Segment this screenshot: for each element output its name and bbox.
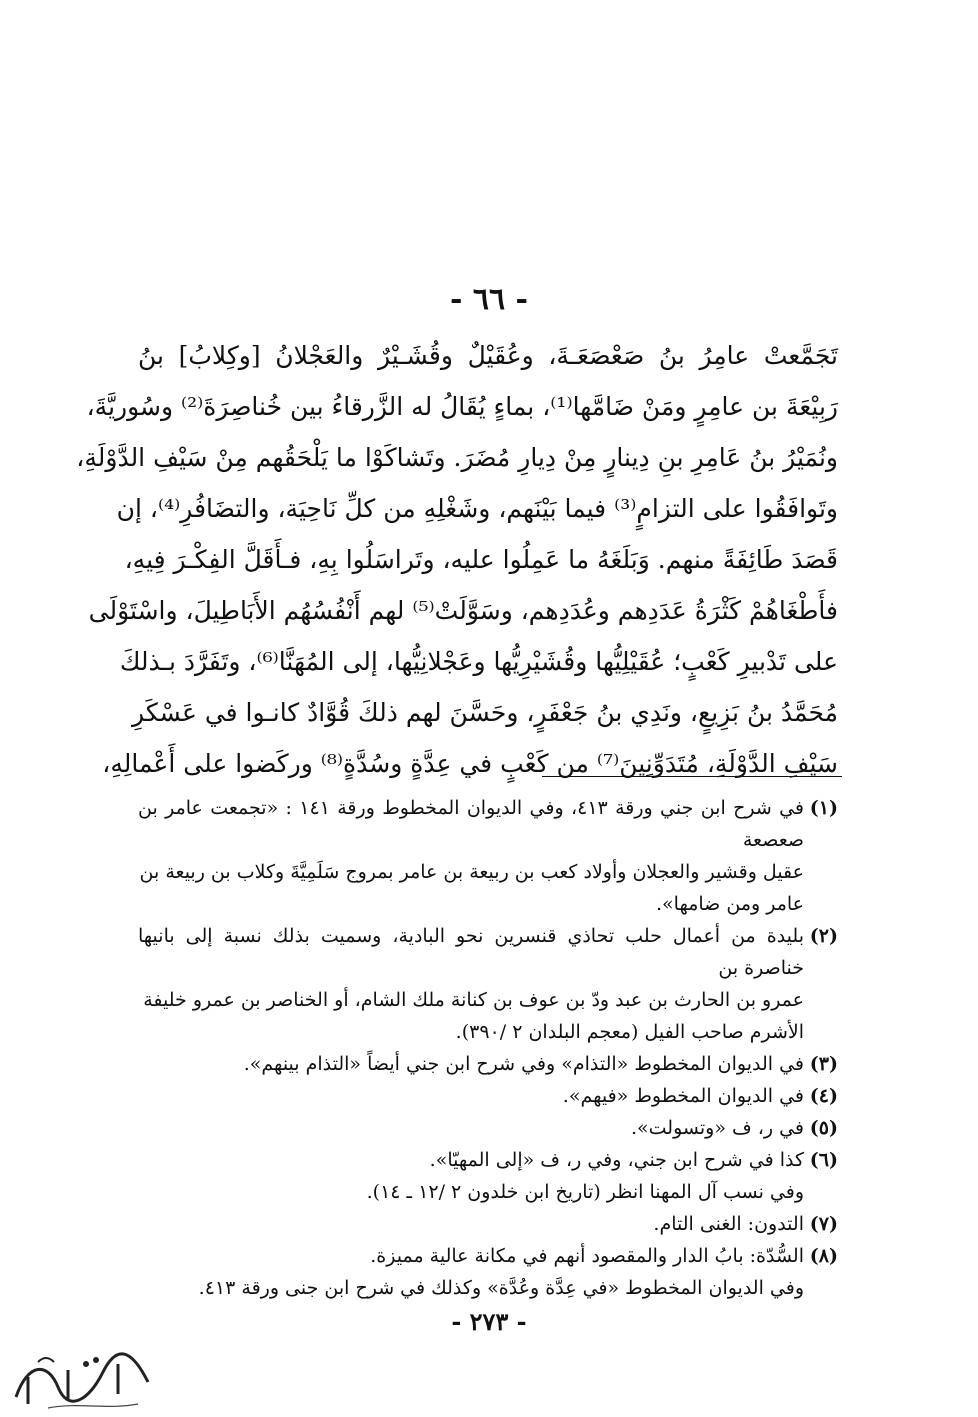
text-underline: [542, 776, 842, 777]
footnote-number: (٨): [809, 1245, 838, 1267]
footnotes: [138, 792, 838, 1304]
footnote-body: وفي نسب آل المهنا انظر (تاريخ ابن خلدون ٢ /١٢ ـ ١٤).: [366, 1181, 804, 1203]
footnote: [138, 1048, 838, 1080]
footnote-body: [138, 920, 804, 1048]
footnote-number: (٧): [809, 1213, 838, 1235]
footnote-body: في الديوان المخطوط «التذام» وفي شرح ابن جني أيضاً «التذام بينهم».: [243, 1053, 804, 1075]
footnote-number: (٣): [809, 1053, 838, 1075]
main-text-line: تَجَمَّعتْ عامِرُ بنُ صَعْصَعَـةَ، وعُقَيْلٌ وقُشَـيْرٌ والعَجْلانُ [وكِلابُ] بنُ: [138, 341, 838, 370]
main-text-line: مُحَمَّدُ بنُ بَزِيعٍ، ونَدِي بنُ جَعْفَرٍ، وحَسَّنَ لهم ذلكَ قُوَّادٌ كانـوا في عَسْكَرِ: [132, 698, 838, 727]
footnote: [138, 1208, 838, 1240]
main-text-line: على تَدْبيرِ كَعْبٍ؛ عُقَيْلِيُّها وقُشَيْرِيُّها وعَجْلانِيُّها، إلى المُهَنَّا⁽⁶⁾، وتَفَرَّدَ بـذلكَ: [119, 647, 838, 676]
footnote-body: في ر، ف «وتسولت».: [630, 1117, 804, 1139]
footnote: [138, 1144, 838, 1176]
main-text-line: فأَطْغَاهُمْ كَثْرَةُ عَدَدِهم وعُدَدِهم، وسَوَّلَتْ⁽⁵⁾ لهم أَنْفُسُهُم الأَبَاطِيلَ، واسْتَوْلَى: [88, 596, 838, 625]
footnote-line: عامر ومن ضامها».: [656, 893, 804, 915]
main-text: [76, 330, 838, 789]
footnote-number: (٦): [809, 1149, 838, 1171]
footnote: [138, 1112, 838, 1144]
page-number: - ٢٧٣ -: [451, 1307, 527, 1336]
footnote-continuation: [138, 1272, 838, 1304]
footnote-body: وفي الديوان المخطوط «في عِدَّة وعُدَّة» وكذلك في شرح ابن جنى ورقة ٤١٣.: [198, 1277, 804, 1299]
footnote-line: عمرو بن الحارث بن عبد ودّ بن عوف بن كنانة ملك الشام، أو الخناصر بن عمرو خليفة: [143, 989, 804, 1011]
footnote-body: السُّدّة: بابُ الدار والمقصود أنهم في مكانة عالية مميزة.: [370, 1245, 804, 1267]
footnote: [138, 1080, 838, 1112]
footnote-body: التدون: الغنى التام.: [653, 1213, 804, 1235]
main-text-line: رَبِيْعَةَ بن عامِرٍ ومَنْ ضَامَّها⁽¹⁾، بماءٍ يُقَالُ له الزَّرقاءُ بين خُناصِرَةَ⁽²⁾ وسُوريَّةَ،: [86, 392, 838, 421]
footnote-line: في شرح ابن جني ورقة ٤١٣، وفي الديوان المخطوط ورقة ١٤١ : «تجمعت عامر بن صعصعة: [138, 797, 804, 851]
footnote-number: (١): [809, 797, 838, 819]
footnote: [138, 792, 838, 920]
footnote-body: [138, 792, 804, 920]
footnote: [138, 920, 838, 1048]
footnote-body: في الديوان المخطوط «فيهم».: [562, 1085, 804, 1107]
main-text-line: ونُمَيْرُ بنُ عَامِرِ بنِ دِينارٍ مِنْ دِيارِ مُضَرَ. وتَشاكَوْا ما يَلْحَقُهم مِنْ سَيْفِ الدَّوْلَةِ،: [76, 443, 838, 472]
library-stamp-logo: [8, 1342, 158, 1412]
footnote-line: بليدة من أعمال حلب تحاذي قنسرين نحو البادية، وسميت بذلك نسبة إلى بانيها خناصرة بن: [138, 925, 804, 979]
footnote-number: (٤): [809, 1085, 838, 1107]
main-text-line: قَصَدَ طَائِفَةً منهم. وَبَلَغَهُ ما عَمِلُوا عليه، وتَراسَلُوا بِهِ، فـأَقَلَّ الفِكْـرَ فِيهِ،: [124, 545, 838, 574]
main-text-line: وتَوافَقُوا على التزامٍ⁽³⁾ فيما بَيْنَهم، وشَغْلِهِ من كلِّ نَاحِيَة، والتضَافُرِ⁽⁴⁾، إن: [116, 494, 838, 523]
footnote-line: عقيل وقشير والعجلان وأولاد كعب بن ربيعة بن عامر بمروج سَلَمِيَّةَ وكلاب بن ربيعة بن: [139, 861, 804, 883]
footnote-number: (٥): [809, 1117, 838, 1139]
footnote-line: الأشرم صاحب الفيل (معجم البلدان ٢ /٣٩٠).: [455, 1021, 804, 1043]
main-text-line: سَيْفِ الدَّوْلَةِ، مُتَدَوِّنِينَ⁽⁷⁾ من كَعْبٍ في عِدَّةٍ وسُدَّةٍ⁽⁸⁾ وركَضوا على أَعْمالِهِ،: [102, 749, 838, 778]
footnote-number: (٢): [809, 925, 838, 947]
section-number: - ٦٦ -: [449, 282, 529, 317]
footnote: [138, 1240, 838, 1272]
footnote-continuation: [138, 1176, 838, 1208]
footnote-body: كذا في شرح ابن جني، وفي ر، ف «إلى المهيّا».: [429, 1149, 804, 1171]
